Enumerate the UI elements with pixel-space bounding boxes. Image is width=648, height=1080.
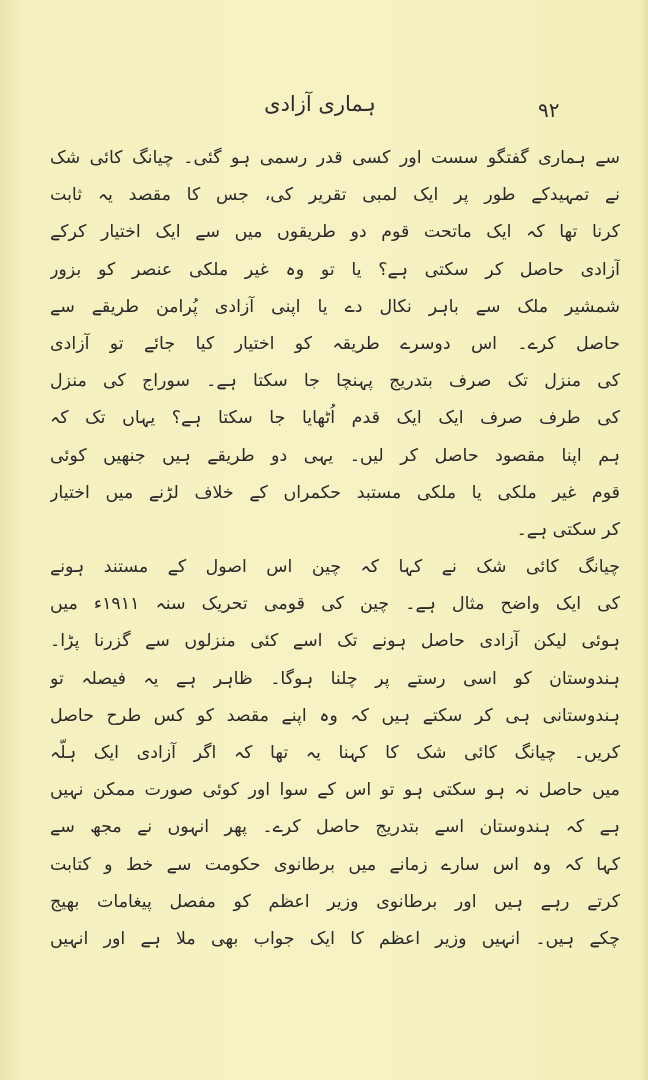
text-line: کرتے رہے ہیں اور برطانوی وزیر اعظم کو مفصل پیغامات بھیج xyxy=(50,891,620,912)
page-header xyxy=(0,92,648,132)
page-number: ۹۲ xyxy=(538,98,560,122)
text-line: نے تمہیدکے طور پر ایک لمبی تقریر کی، جس کا مقصد یہ ثابت xyxy=(50,185,620,206)
text-line: قوم غیر ملکی یا ملکی مستبد حکمراں کے خلاف لڑنے میں اختیار xyxy=(50,482,620,503)
text-line: ہم اپنا مقصود حاصل کر لیں۔ یہی دو طریقے ہیں جنھیں کوئی xyxy=(50,445,620,466)
text-line: کی ایک واضح مثال ہے۔ چین کی قومی تحریک سنہ ۱۹۱۱ء میں xyxy=(50,594,620,615)
paragraph-1 xyxy=(50,140,620,549)
text-line: کی طرف صرف ایک ایک قدم اُٹھایا جا سکتا ہے؟ یہاں تک کہ xyxy=(50,408,620,429)
text-line: آزادی حاصل کر سکتی ہے؟ یا تو وہ غیر ملکی عنصر کو بزور xyxy=(50,259,620,280)
running-title: ہماری آزادی xyxy=(264,92,376,116)
body-text xyxy=(50,140,620,958)
text-line: شمشیر ملک سے باہر نکال دے یا اپنی آزادی پُرامن طریقے سے xyxy=(50,296,620,317)
text-line: کرنا تھا کہ ایک ماتحت قوم دو طریقوں میں سے ایک اختیار کرکے xyxy=(50,222,620,243)
text-line: ہے کہ ہندوستان اسے بتدریج حاصل کرے۔ پھر انہوں نے مجھ سے xyxy=(50,817,620,838)
text-line: کر سکتی ہے۔ xyxy=(516,519,620,540)
paragraph-2 xyxy=(50,549,620,958)
text-line: کریں۔ چیانگ کائی شک کا کہنا یہ تھا کہ اگر آزادی ایک ہلّہ xyxy=(50,743,620,763)
text-line: میں حاصل نہ ہو سکتی ہو تو اس کے سوا اور کوئی صورت ممکن نہیں xyxy=(50,780,620,801)
text-line: چیانگ کائی شک نے کہا کہ چین اس اصول کے مستند ہونے xyxy=(50,557,620,578)
text-line: کہا کہ وہ اس سارے زمانے میں برطانوی حکومت سے خط و کتابت xyxy=(50,854,620,875)
text-line: ہندوستان کو اسی رستے پر چلنا ہوگا۔ ظاہر ہے یہ فیصلہ تو xyxy=(50,668,620,689)
text-line: حاصل کرے۔ اس دوسرے طریقہ کو اختیار کیا جائے تو آزادی xyxy=(50,333,620,354)
text-line: کی منزل تک صرف بتدریج پہنچا جا سکتا ہے۔ سوراج کی منزل xyxy=(50,371,620,392)
text-line: ہوئی لیکن آزادی حاصل ہونے تک اسے کئی منزلوں سے گزرنا پڑا۔ xyxy=(50,631,620,652)
text-line: چکے ہیں۔ انہیں وزیر اعظم کا ایک جواب بھی ملا ہے اور انہیں xyxy=(50,928,620,949)
text-line: ہندوستانی ہی کر سکتے ہیں کہ وہ اپنے مقصد کو کس طرح حاصل xyxy=(50,705,620,726)
text-line: سے ہماری گفتگو سست اور کسی قدر رسمی ہو گئی۔ چیانگ کائی شک xyxy=(50,148,620,168)
